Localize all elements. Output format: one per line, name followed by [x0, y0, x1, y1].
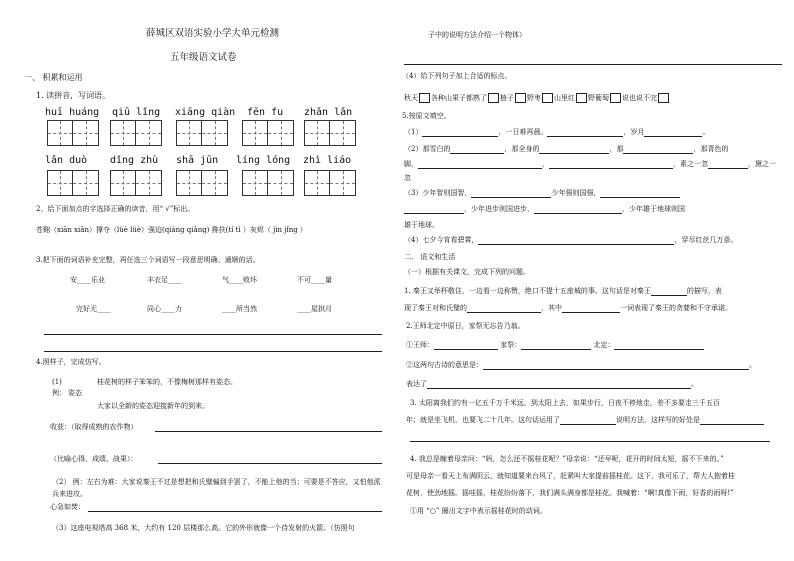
writing-grid[interactable]: [176, 170, 228, 196]
idiom: 不可____量: [297, 276, 332, 284]
idiom: 完好无____: [76, 305, 111, 313]
blank[interactable]: [549, 160, 673, 169]
q5-title: 5.按原文填空。: [402, 112, 451, 120]
pinyin-item: shā jūn: [176, 155, 219, 166]
blank[interactable]: [614, 341, 704, 350]
blank[interactable]: [623, 145, 693, 154]
writing-grid[interactable]: [242, 170, 294, 196]
school-title: 薛城区双语实验小学大单元检测: [146, 28, 280, 39]
r1-line2: [404, 304, 732, 313]
blank[interactable]: [422, 128, 498, 137]
q4-4-title: （4）给下列句子加上合适的标点。: [402, 72, 512, 80]
writing-grid[interactable]: [304, 120, 356, 146]
q5-3-line1: [404, 189, 680, 198]
q2-line: 苍翱（xiān xiǎn）撑夺（lüè lüè）强迫(qiáng qiǎng) 搀扶(tí tì ）灰烬（ jìn jǐng ）: [36, 226, 307, 234]
text: （4）七夕今宵看碧霄，: [404, 236, 479, 244]
text: （2）那雪白的: [404, 145, 451, 153]
blank[interactable]: [467, 304, 541, 313]
text: ，: [542, 160, 549, 168]
text: 一词表现了秦王的贪婪和不守承诺。: [620, 304, 732, 312]
blank[interactable]: [434, 341, 498, 350]
text: ，一日难再晨。: [498, 128, 548, 136]
punct-segment: 野葡萄: [588, 94, 609, 102]
q4-example-sentence1: 桂花树的样子笨笨的，不像梅树那样有姿态。: [97, 378, 237, 386]
text: 年；就是坐飞机，也要飞二十几年。这句话运用了: [406, 416, 560, 424]
text: ，穿尽红丝几万条。: [674, 236, 738, 244]
r4-line1: 4. 我总是缠着母亲问：“妈，怎么还不摇桂花呢？”母亲说：“还早呢，花开的时间太短，摇不下来的。”: [410, 455, 724, 463]
pinyin-item: líng lóng: [236, 155, 291, 166]
punct-box[interactable]: [488, 93, 499, 103]
r2-title: 2.王师北定中原日，家祭无忘告乃翁。: [406, 322, 525, 330]
text: ，少年进步则国进步，: [464, 205, 534, 213]
text: 北定：: [593, 341, 615, 349]
answer-line[interactable]: [404, 64, 782, 65]
r2-meaning: ②这两句古诗的意思是： 。: [406, 361, 756, 369]
q4-item3: （3）这座电视塔高 368 米，大约有 120 层楼那么高。它的外形就像一个待发射的火箭。（仿照句: [52, 524, 355, 532]
text: 说明方法，这样写的好处是: [616, 416, 700, 424]
idiom: ____所当然: [222, 305, 257, 313]
r3-line1: 3. 太阳离我们约有一亿五千万千米远，到太阳上去，如果步行，日夜不停地走，差不多要走三千五百: [410, 399, 720, 407]
q5-2-line3: 忽: [404, 174, 411, 182]
blank[interactable]: [600, 189, 680, 198]
punct-box[interactable]: [576, 93, 587, 103]
r4-line3: 花树，使劲地摇。摇哇摇，桂花纷纷落下，我们满头满身都是桂花。我喊着：“啊!真像下雨，好香的雨呀!”: [406, 489, 734, 497]
writing-grid[interactable]: [47, 120, 99, 146]
writing-grid[interactable]: [47, 170, 99, 196]
text: （3）少年智则国智，: [404, 189, 472, 197]
writing-grid[interactable]: [176, 120, 228, 146]
blank[interactable]: [651, 287, 687, 296]
text: ，那全身的: [504, 145, 540, 153]
q4-harvest-1: 收获：（取得成熟的农作物）: [50, 423, 138, 431]
q2-title: 2、给下面加点的字选择正确的读音，用“ √”标出。: [36, 205, 195, 213]
blank[interactable]: [471, 189, 551, 198]
blank[interactable]: [560, 416, 616, 425]
text: ，那青色的: [693, 145, 729, 153]
punct-segment: 野枣: [527, 94, 541, 102]
blank[interactable]: [478, 236, 674, 245]
pinyin-item: zhì liáo: [303, 155, 352, 166]
punct-box[interactable]: [658, 93, 669, 103]
punct-box[interactable]: [419, 93, 430, 103]
blank[interactable]: [450, 145, 504, 154]
idiom: 安____乐业: [70, 276, 105, 284]
q5-1: （1） ，一日难再晨。 ，岁月 。: [404, 128, 710, 136]
blank[interactable]: [708, 160, 748, 169]
writing-grid[interactable]: [304, 170, 356, 196]
q4-item2: （2） 例：左右为难：大家说秦王不过是想把和氏璧骗到手罢了，不能上他的当；可要是不答应，又怕他派兵来进攻。: [52, 478, 381, 498]
text: ，那: [609, 145, 624, 153]
blank[interactable]: [534, 205, 622, 214]
text: 少年强则国强，: [551, 189, 601, 197]
q4-example-tag: 姿态: [68, 389, 82, 397]
r2-words: [406, 341, 704, 350]
text: ①王师：: [406, 341, 434, 349]
r4-line2: 可是母亲一看天上布满阴云，就知道要来台风了，赶紧叫大家提前摇桂花。这下，我可乐了，帮大人抱着桂: [406, 472, 735, 480]
q4-item1-number: (1): [52, 378, 62, 386]
punct-segment: 秋天: [404, 94, 418, 102]
text: ②这两句古诗的意思是：: [406, 361, 483, 369]
answer-line[interactable]: [155, 431, 382, 432]
part1-title: 一、 积累和运用: [24, 73, 83, 82]
blank[interactable]: [418, 160, 542, 169]
part2-title: 二、 语文和生活: [404, 253, 456, 261]
blank[interactable]: [521, 341, 591, 350]
blank[interactable]: [404, 205, 464, 214]
writing-grid[interactable]: [110, 170, 162, 196]
text: ，其中: [541, 304, 562, 312]
blank[interactable]: [547, 128, 623, 137]
pinyin-item: huī huáng: [45, 107, 100, 118]
idiom: 同心____力: [147, 305, 182, 313]
pinyin-item: lǎn duò: [45, 155, 88, 166]
answer-line[interactable]: [410, 441, 770, 442]
text: 1. 秦王又举杯敬住，一边看一边称赞，绝口不提十五座城的事。这句话是对秦王: [404, 287, 651, 295]
q4-example-label: 例：: [52, 389, 66, 397]
r2-express: 表达了 。: [406, 380, 698, 388]
q5-3-line3: 雄于地球。: [404, 221, 439, 229]
pinyin-item: qiū lǐng: [112, 107, 161, 118]
text: ，岁月: [623, 128, 645, 136]
writing-grid[interactable]: [242, 120, 294, 146]
r4-question1: ①用 “○” 圈出文字中表示摇桂花时的动词。: [410, 507, 547, 515]
q3-title: 3.把下面的词语补充完整，再任选三个词语写一段意思明确、通顺的话。: [36, 256, 260, 264]
pinyin-item: zhǎn lǎn: [304, 107, 353, 118]
punct-box[interactable]: [542, 93, 553, 103]
q5-2-line2: [404, 160, 776, 169]
q4-heart-label: 心急如焚：: [50, 503, 85, 511]
text: ，少年雄于地球则国: [622, 205, 685, 213]
blank[interactable]: [483, 361, 749, 370]
idiom: 气____败坏: [222, 276, 257, 284]
punct-segment: 各种山果子都熟了: [431, 94, 487, 102]
text: ，黛之一: [748, 160, 776, 168]
punctuation-line: [404, 93, 670, 103]
writing-grid[interactable]: [110, 120, 162, 146]
punct-segment: 说也说不完: [622, 94, 657, 102]
answer-line[interactable]: [44, 351, 382, 352]
q5-2-line1: [404, 145, 728, 154]
r3-line2: [406, 416, 764, 425]
blank[interactable]: [700, 416, 764, 425]
carry-over-text: 子中的说明方法介绍一个物体）: [428, 31, 526, 39]
punct-box[interactable]: [610, 93, 621, 103]
answer-line[interactable]: [158, 463, 382, 464]
blank[interactable]: [562, 304, 620, 313]
punct-segment: 梿子: [500, 94, 514, 102]
q4-example-sentence2: 大家以全新的姿态迎接新年的到来。: [97, 402, 209, 410]
punct-box[interactable]: [515, 93, 526, 103]
q4-title: 4.照样子，完成仿写。: [36, 358, 106, 366]
q1-title: 1. 读拼音，写词语。: [36, 91, 111, 100]
idiom: 丰衣足____: [147, 276, 182, 284]
text: 现了秦王对和氏璧的: [404, 304, 467, 312]
text: ，素之一忽: [673, 160, 708, 168]
blank[interactable]: [539, 145, 609, 154]
text: 家祭：: [500, 341, 522, 349]
idiom: ____屋拱月: [297, 305, 332, 313]
blank[interactable]: [427, 380, 691, 389]
paper-title: 五年级语文试卷: [170, 52, 237, 63]
q5-3-line2: [404, 205, 685, 214]
text: 表达了: [406, 380, 427, 388]
punct-segment: 山里红: [554, 94, 575, 102]
pinyin-item: fēn fu: [247, 107, 284, 118]
text: 的描写，表: [686, 287, 722, 295]
pinyin-item: dǐng zhù: [110, 155, 159, 166]
text: 脚，: [404, 160, 418, 168]
answer-line[interactable]: [44, 334, 382, 335]
q4-harvest-2: （比喻心得、成绩、战果）：: [50, 455, 138, 463]
q5-4: [404, 236, 737, 245]
blank[interactable]: [644, 128, 702, 137]
answer-line[interactable]: [88, 511, 382, 512]
pinyin-item: xiāng qiàn: [175, 107, 236, 118]
part2-subtitle: （一）根据有关课文，完成下列的问题。: [404, 268, 530, 276]
r1-line1: [404, 287, 722, 296]
